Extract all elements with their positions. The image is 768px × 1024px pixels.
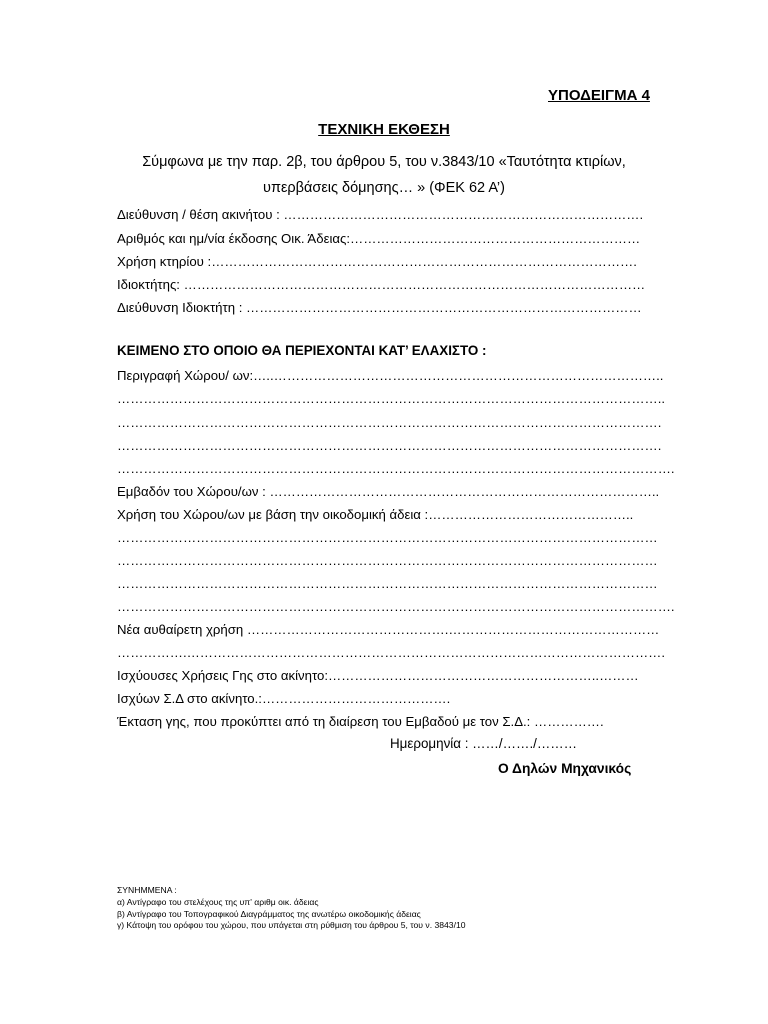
document-title: ΤΕΧΝΙΚΗ ΕΚΘΕΣΗ: [318, 121, 450, 138]
section-line: …………….……………………………………………………………………………………………….: [117, 645, 666, 660]
section-line: Χρήση του Χώρου/ων με βάση την οικοδομική άδεια :………………………………………..: [117, 507, 634, 522]
section-line: Νέα αυθαίρετη χρήση ……………………………………….…………………………………………: [117, 622, 660, 637]
attachment-item: α) Αντίγραφο του στελέχους της υπ' αριθμ οικ. άδειας: [117, 897, 319, 907]
model-label: ΥΠΟΔΕΙΓΜΑ 4: [548, 87, 650, 104]
section-line: …………………………………………………………………………………………………………….: [117, 438, 662, 453]
field-property-address: Διεύθυνση / θέση ακινήτου : ……………………………………………………………………….: [117, 207, 644, 222]
section-line: ……………………………………………………………………………………………………………….: [117, 599, 675, 614]
attachment-item: β) Αντίγραφο του Τοπογραφικού Διαγράμματος της ανωτέρω οικοδομικής άδειας: [117, 909, 421, 919]
section-line: …………………………………………………………………………………………………………….: [117, 415, 662, 430]
signer-label: Ο Δηλών Μηχανικός: [498, 761, 632, 776]
section-heading: ΚΕΙΜΕΝΟ ΣΤΟ ΟΠΟΙΟ ΘΑ ΠΕΡΙΕΧΟΝΤΑΙ ΚΑΤ’ ΕΛΑΧΙΣΤΟ :: [117, 343, 487, 358]
section-line: ……………………………………………………………………………………………………………: [117, 576, 658, 591]
intro-line-2: υπερβάσεις δόμησης… » (ΦΕΚ 62 Α’): [263, 180, 505, 196]
field-owner: Ιδιοκτήτης: ……………………………………………………………………………………………: [117, 277, 646, 292]
date-line: Ημερομηνία : ……/……./………: [390, 736, 578, 751]
section-line: Ισχύουσες Χρήσεις Γης στο ακίνητο:……………………………………………………..………: [117, 668, 639, 683]
field-owner-address: Διεύθυνση Ιδιοκτήτη : ………………………………………………………………………………: [117, 300, 642, 315]
section-line: Ισχύων Σ.Δ στο ακίνητο.:…………………………………….: [117, 691, 451, 706]
section-line: Περιγραφή Χώρου/ ων:…..……………………………………………………………………………..: [117, 368, 664, 383]
section-line: Έκταση γης, που προκύπτει από τη διαίρεση του Εμβαδού με τον Σ.Δ.: …………….: [117, 714, 604, 729]
section-line: ……………………………………………………………………………………………………………: [117, 530, 658, 545]
field-building-use: Χρήση κτηρίου :…………………………………………………………………………………….: [117, 254, 637, 269]
section-line: Εμβαδόν του Χώρου/ων : ……………………………………………………………………………..: [117, 484, 660, 499]
section-line: ……………………………………………………………………………………………………………..: [117, 391, 666, 406]
attachments-heading: ΣΥΝΗΜΜΕΝΑ :: [117, 885, 177, 895]
attachment-item: γ) Κάτοψη του ορόφου του χώρου, που υπάγεται στη ρύθμιση του άρθρου 5, του ν. 3843/10: [117, 920, 466, 930]
section-line: ……………………………………………………………………………………………………………….: [117, 461, 675, 476]
section-line: ……………………………………………………………………………………………………………: [117, 553, 658, 568]
intro-line-1: Σύμφωνα με την παρ. 2β, του άρθρου 5, του ν.3843/10 «Ταυτότητα κτιρίων,: [142, 154, 626, 170]
field-permit-number-date: Αριθμός και ημ/νία έκδοσης Οικ. Άδειας:…………………………………………………………: [117, 231, 641, 246]
